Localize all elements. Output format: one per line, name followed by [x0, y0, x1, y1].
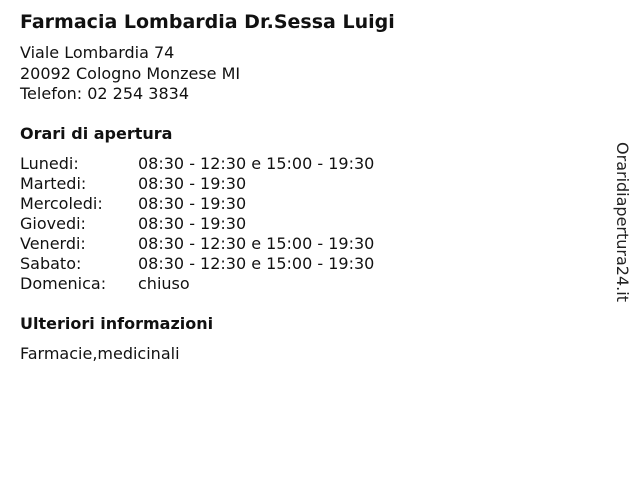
hours-row-friday	[20, 234, 374, 254]
day-label: Martedi:	[20, 174, 87, 193]
day-label: Domenica:	[20, 274, 107, 293]
hours-row-saturday	[20, 254, 374, 274]
hours-row-wednesday	[20, 194, 374, 214]
brand-watermark: Oraridiapertura24.it	[613, 142, 632, 302]
opening-hours-heading: Orari di apertura	[20, 124, 173, 143]
opening-hours-table	[20, 154, 374, 294]
hours-row-tuesday	[20, 174, 374, 194]
address-block	[20, 43, 240, 105]
additional-info-text: Farmacie,medicinali	[20, 344, 180, 363]
business-name: Farmacia Lombardia Dr.Sessa Luigi	[20, 11, 395, 33]
time-value: 08:30 - 12:30 e 15:00 - 19:30	[138, 154, 375, 173]
time-value: 08:30 - 19:30	[138, 174, 247, 193]
time-value: 08:30 - 19:30	[138, 194, 247, 213]
day-label: Giovedi:	[20, 214, 86, 233]
additional-info-heading: Ulteriori informazioni	[20, 314, 214, 333]
day-label: Venerdi:	[20, 234, 86, 253]
time-value: 08:30 - 19:30	[138, 214, 247, 233]
day-label: Sabato:	[20, 254, 82, 273]
street-address: Viale Lombardia 74	[20, 43, 175, 62]
day-label: Mercoledi:	[20, 194, 103, 213]
phone-number: Telefon: 02 254 3834	[20, 84, 190, 103]
time-value: chiuso	[138, 274, 190, 293]
hours-row-thursday	[20, 214, 374, 234]
time-value: 08:30 - 12:30 e 15:00 - 19:30	[138, 234, 375, 253]
hours-row-sunday	[20, 274, 374, 294]
day-label: Lunedi:	[20, 154, 79, 173]
hours-row-monday	[20, 154, 374, 174]
time-value: 08:30 - 12:30 e 15:00 - 19:30	[138, 254, 375, 273]
city-address: 20092 Cologno Monzese MI	[20, 63, 241, 83]
